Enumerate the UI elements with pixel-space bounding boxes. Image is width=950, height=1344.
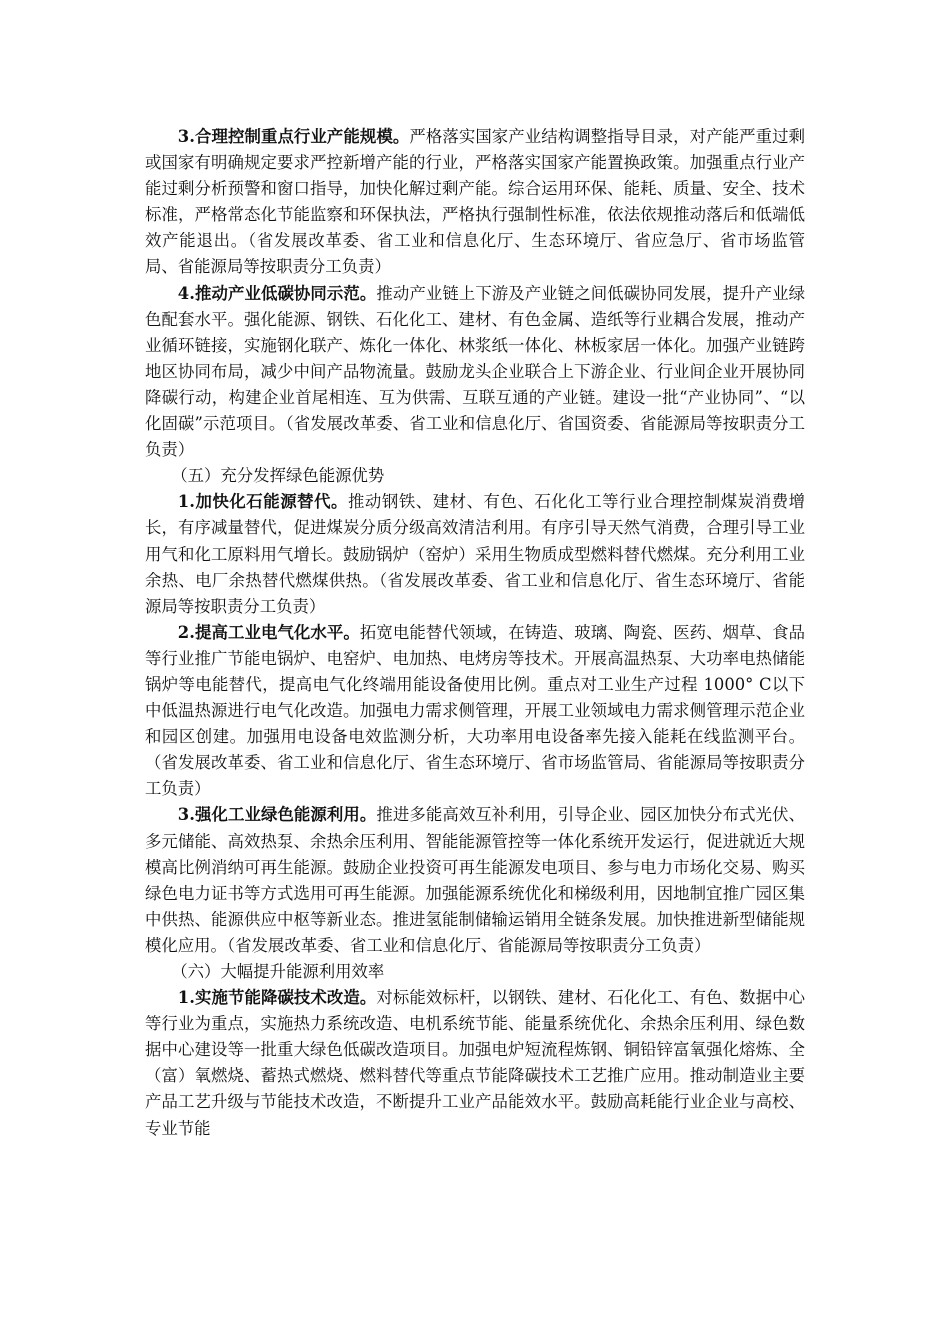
paragraph-fossil-replacement bbox=[145, 489, 805, 619]
paragraph-lead: 1.实施节能降碳技术改造。 bbox=[177, 988, 377, 1008]
paragraph-lead: 2.提高工业电气化水平。 bbox=[177, 622, 360, 642]
paragraph-body: 拓宽电能替代领域，在铸造、玻璃、陶瓷、医药、烟草、食品等行业推广节能电锅炉、电窑炉、电加热、电烤房等技术。开展高温热泵、大功率电热储能锅炉等电能替代，提高电气化终端用能设备使用比例。重点对工业生产过程 1000° C以下中低温热源进行电气化改造。加强电力需求侧管理，开展工业领域电力需求侧管理示范企业和园区创建。加强用电设备电效监测分析，大功率用电设备率先接入能耗在线监测平台。（省发展改革委、省工业和信息化厅、省生态环境厅、省市场监管局、省能源局等按职责分工负责） bbox=[145, 622, 805, 799]
paragraph-low-carbon-synergy bbox=[145, 281, 805, 464]
paragraph-lead: 4.推动产业低碳协同示范。 bbox=[177, 283, 377, 303]
paragraph-body: 严格落实国家产业结构调整指导目录，对产能严重过剩或国家有明确规定要求严控新增产能的行业，严格落实国家产能置换政策。加强重点行业产能过剩分析预警和窗口指导，加快化解过剩产能。综合运用环保、能耗、质量、安全、技术标准，严格常态化节能监察和环保执法，严格执行强制性标准，依法依规推动落后和低端低效产能退出。（省发展改革委、省工业和信息化厅、生态环境厅、省应急厅、省市场监管局、省能源局等按职责分工负责） bbox=[145, 127, 805, 277]
section-heading-green-energy: （五）充分发挥绿色能源优势 bbox=[171, 466, 385, 486]
section-heading-energy-efficiency: （六）大幅提升能源利用效率 bbox=[171, 962, 385, 981]
paragraph-lead: 3.强化工业绿色能源利用。 bbox=[177, 805, 377, 825]
paragraph-lead: 1.加快化石能源替代。 bbox=[177, 492, 348, 512]
document-page bbox=[145, 124, 805, 1142]
paragraph-body: 推进多能高效互补利用，引导企业、园区加快分布式光伏、多元储能、高效热泵、余热余压利用、智能能源管控等一体化系统开发运行，促进就近大规模高比例消纳可再生能源。鼓励企业投资可再生能源发电项目、参与电力市场化交易、购买绿色电力证书等方式选用可再生能源。加强能源系统优化和梯级利用，因地制宜推广园区集中供热、能源供应中枢等新业态。推进氢能制储输运销用全链条发展。加快推进新型储能规模化应用。（省发展改革委、省工业和信息化厅、省能源局等按职责分工负责） bbox=[145, 805, 805, 955]
paragraph-body: 推动产业链上下游及产业链之间低碳协同发展，提升产业绿色配套水平。强化能源、钢铁、石化化工、建材、有色金属、造纸等行业耦合发展，推动产业循环链接，实施钢化联产、炼化一体化、林浆纸一体化、林板家居一体化。加强产业链跨地区协同布局，减少中间产品物流量。鼓励龙头企业联合上下游企业、行业间企业开展协同降碳行动，构建企业首尾相连、互为供需、互联互通的产业链。建设一批“产业协同”、“以化固碳”示范项目。（省发展改革委、省工业和信息化厅、省国资委、省能源局等按职责分工负责） bbox=[145, 283, 805, 460]
paragraph-technical-retrofit bbox=[145, 985, 805, 1142]
paragraph-lead: 3.合理控制重点行业产能规模。 bbox=[177, 127, 410, 146]
paragraph-capacity-control bbox=[145, 124, 805, 281]
paragraph-green-energy-use bbox=[145, 802, 805, 959]
paragraph-body: 对标能效标杆，以钢铁、建材、石化化工、有色、数据中心等行业为重点，实施热力系统改造、电机系统节能、能量系统优化、余热余压利用、绿色数据中心建设等一批重大绿色低碳改造项目。加强电炉短流程炼钢、铜铅锌富氧强化熔炼、全（富）氧燃烧、蓄热式燃烧、燃料替代等重点节能降碳技术工艺推广应用。推动制造业主要产品工艺升级与节能技术改造，不断提升工业产品能效水平。鼓励高耗能行业企业与高校、专业节能 bbox=[145, 988, 805, 1138]
paragraph-electrification bbox=[145, 620, 805, 803]
paragraph-body: 推动钢铁、建材、有色、石化化工等行业合理控制煤炭消费增长，有序减量替代，促进煤炭分质分级高效清洁利用。有序引导天然气消费，合理引导工业用气和化工原料用气增长。鼓励锅炉（窑炉）采用生物质成型燃料替代燃煤。充分利用工业余热、电厂余热替代燃煤供热。（省发展改革委、省工业和信息化厅、省生态环境厅、省能源局等按职责分工负责） bbox=[145, 492, 805, 616]
